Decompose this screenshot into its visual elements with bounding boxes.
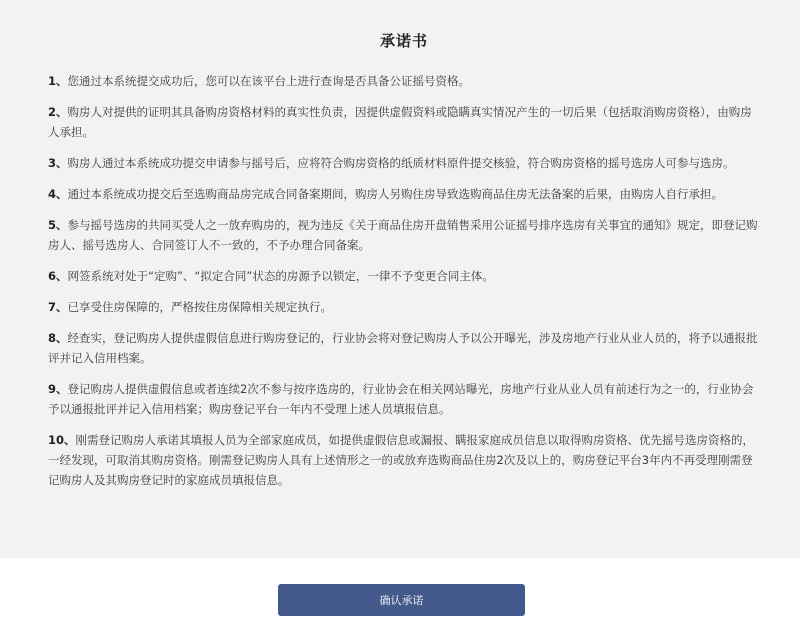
term-text: 您通过本系统提交成功后，您可以在该平台上进行查询是否具备公证摇号资格。	[67, 74, 471, 88]
term-number-separator: 、	[56, 105, 68, 119]
term-text: 刚需登记购房人承诺其填报人员为全部家庭成员，如提供虚假信息或漏报、瞒报家庭成员信息以取得购房资格、优先摇号选房资格的，一经发现，可取消其购房资格。刚需登记购房人具有上述情形之一的或放弃选购商品住房2次及以上的，购房登记平台3年内不再受理刚需登记购房人及其购房登记时的家庭成员填报信息。	[48, 433, 755, 487]
term-number-separator: 、	[56, 187, 68, 201]
term-number-separator: 、	[56, 74, 68, 88]
term-number-separator: 、	[64, 433, 76, 447]
term-text: 通过本系统成功提交后至选购商品房完成合同备案期间，购房人另购住房导致选购商品住房无法备案的后果，由购房人自行承担。	[67, 187, 724, 201]
term-number: 8	[48, 331, 57, 345]
terms-list	[48, 71, 760, 490]
term-number-separator: 、	[56, 382, 68, 396]
term-item	[48, 328, 760, 368]
term-number: 1	[48, 74, 57, 88]
page-title: 承诺书	[379, 32, 428, 50]
term-text: 网签系统对处于“定购”、“拟定合同”状态的房源予以锁定，一律不予变更合同主体。	[67, 269, 494, 283]
term-number: 10	[48, 433, 65, 447]
term-number-separator: 、	[56, 269, 68, 283]
term-text: 购房人对提供的证明其具备购房资格材料的真实性负责，因提供虚假资料或隐瞒真实情况产生的一切后果（包括取消购房资格），由购房人承担。	[48, 105, 752, 139]
term-item	[48, 215, 760, 255]
term-item	[48, 266, 760, 286]
term-item	[48, 379, 760, 419]
term-number: 2	[48, 105, 57, 119]
term-number: 3	[48, 156, 57, 170]
term-number-separator: 、	[56, 218, 68, 232]
term-number: 5	[48, 218, 57, 232]
term-number: 7	[48, 300, 57, 314]
term-number: 4	[48, 187, 57, 201]
footer-bar	[0, 558, 800, 633]
term-item	[48, 102, 760, 142]
term-number: 9	[48, 382, 57, 396]
term-text: 经查实，登记购房人提供虚假信息进行购房登记的，行业协会将对登记购房人予以公开曝光，涉及房地产行业从业人员的，将予以通报批评并记入信用档案。	[48, 331, 758, 365]
term-item	[48, 153, 760, 173]
term-text: 登记购房人提供虚假信息或者连续2次不参与按序选房的，行业协会在相关网站曝光，房地产行业从业人员有前述行为之一的，行业协会予以通报批评并记入信用档案；购房登记平台一年内不受理上述人员填报信息。	[48, 382, 754, 416]
term-number-separator: 、	[56, 300, 68, 314]
term-item	[48, 184, 760, 204]
term-item	[48, 71, 760, 91]
term-number-separator: 、	[56, 331, 68, 345]
term-text: 参与摇号选房的共同买受人之一放弃购房的，视为违反《关于商品住房开盘销售采用公证摇号排序选房有关事宜的通知》规定，即登记购房人、摇号选房人、合同签订人不一致的，不予办理合同备案。	[48, 218, 758, 252]
term-item	[48, 297, 760, 317]
term-text: 购房人通过本系统成功提交申请参与摇号后，应将符合购房资格的纸质材料原件提交核验，符合购房资格的摇号选房人可参与选房。	[67, 156, 735, 170]
confirm-commitment-button[interactable]: 确认承诺	[278, 584, 525, 616]
term-number-separator: 、	[56, 156, 68, 170]
term-number: 6	[48, 269, 57, 283]
term-text: 已享受住房保障的，严格按住房保障相关规定执行。	[67, 300, 333, 314]
term-item	[48, 430, 760, 490]
